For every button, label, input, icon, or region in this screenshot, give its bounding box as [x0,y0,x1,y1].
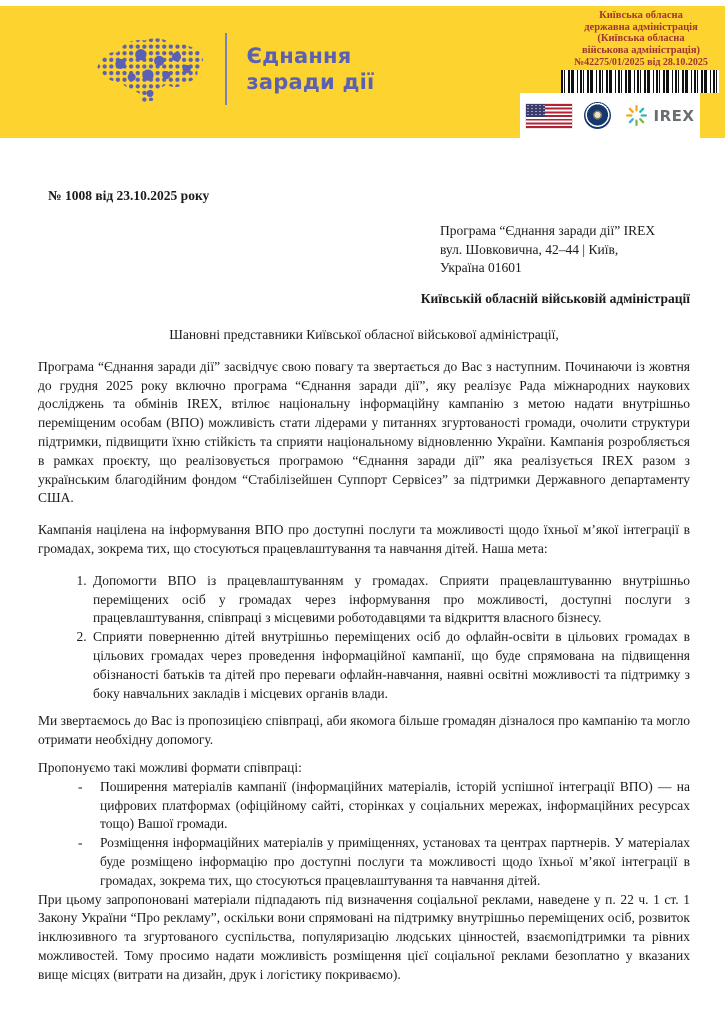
paragraph-legal-basis: При цьому запропоновані матеріали підпадають під визначення соціальної реклами, наведене у п. 22 ч. 1 ст. 1 Закону України “Про рекламу”, оскільки вони спрямовані на підтримку внутрішньо переміщених осіб, розвиток інклюзивного та згуртованого суспільства, популяризацію людських цінностей, взаємопідтримки та рівних можливостей. Тому просимо надати можливість розміщення цієї соціальної реклами безоплатно у вказаних вище місцях (витрати на дизайн, друк і логістику покриваємо). [38,891,690,982]
us-flag-icon [526,104,572,128]
sender-line: вул. Шовковична, 42–44 | Київ, [440,241,619,257]
stamp-line: Київська обласна [599,10,683,21]
stamp-line: військова адміністрація) [581,44,701,56]
stamp-line: державна адміністрація [584,21,698,33]
partner-logos-box [520,93,700,138]
header-band [0,6,725,138]
ednannia-logo [95,30,374,108]
stamp-line: (Київська обласна [597,33,685,44]
addressee-line: Київській обласній військовій адміністрації [420,291,690,307]
logo-wordmark-line2: заради дії [246,70,375,94]
barcode [561,70,719,93]
irex-burst-icon [623,102,650,129]
paragraph-campaign-goal: Кампанія націлена на інформування ВПО про доступні послуги та можливості щодо їхньої м’якої інтеграції в громадах, зокрема тих, що стосуються працевлаштування та навчання дітей. Наша мета: [38,522,690,556]
logo-wordmark-line1: Єднання [246,44,352,68]
irex-logo [623,102,695,129]
list-item: - Розміщення інформаційних матеріалів у приміщеннях, установах та центрах партнерів. У матеріалах буде розміщено інформацію про доступні послуги та можливості щодо їхньої м’якої інтеграції в громадах, зокрема тих, що стосуються працевлаштування та навчання дітей. [100,834,690,890]
goals-numbered-list [38,572,690,704]
sender-line: Україна 01601 [440,260,522,276]
paragraph-introduction: Програма “Єднання заради дії” засвідчує свою повагу та звертається до Вас з наступним. Починаючи із жовтня до грудня 2025 року включно програма “Єднання заради дії”, яку реалізує Рада міжнародних наукових досліджень та обмінів IREX, втілює національну інформаційну кампанію з метою надати внутрішньо переміщеним особам (ВПО) можливість стати лідерами у питаннях згуртованості громади, очолити структури підтримки, підвищити їхню стійкість та сприяти національному відновленню України. Кампанія розробляється в рамках проєкту, що реалізовується програмою “Єднання заради дії” яка реалізується IREX разом з українським благодійним фондом “Стабілізейшен Суппорт Сервісез” за підтримки Державного департаменту США. [38,358,690,506]
list-item: 2. Сприяти поверненню дітей внутрішньо переміщених осіб до офлайн-освіти в цільових громадах в цільових громадах через проведення інформаційної кампанії, що буде спрямована на підвищення обізнаності батьків та дітей про переваги офлайн-навчання, наявні освітні можливості та підтримку з боку навчальних закладів і місцевих органів влади. [90,628,690,703]
irex-logo-text: IREX [653,106,695,125]
paragraph-formats-intro: Пропонуємо такі можливі формати співпраці: [38,759,302,775]
ukraine-map-icon [95,30,207,108]
stamp-registration-number: №42275/01/2025 від 28.10.2025 [574,57,708,68]
letter-body [0,187,725,984]
us-flag-canton [526,104,545,117]
paragraph-cooperation-request: Ми звертаємось до Вас із пропозицією співпраці, аби якомога більше громадян дізналося про кампанію та могло отримати необхідну допомогу. [38,713,690,748]
formats-dash-list [38,778,690,891]
logo-divider [225,33,227,105]
sender-address-block [440,222,690,278]
reference-number-line: № 1008 від 23.10.2025 року [48,188,210,203]
registration-stamp [561,10,721,93]
logo-wordmark [247,43,375,95]
sender-line: Програма “Єднання заради дії” IREX [440,222,656,238]
list-item: 1. Допомогти ВПО із працевлаштуванням у громадах. Сприяти працевлаштуванню внутрішньо переміщених осіб у громадах через інформування про можливості, доступні послуги з працевлаштування, співпраці з місцевими роботодавцями та відкриття власного бізнесу. [90,572,690,628]
list-item: - Поширення матеріалів кампанії (інформаційних матеріалів, історій успішної інтеграції ВПО) — на цифрових платформах (офіційному сайті, сторінках у соціальних мережах, інформаційних ресурсах тощо) Вашої громади. [100,778,690,834]
state-department-seal-icon [584,102,611,129]
salutation-line: Шановні представники Київської обласної військової адміністрації, [169,326,559,342]
